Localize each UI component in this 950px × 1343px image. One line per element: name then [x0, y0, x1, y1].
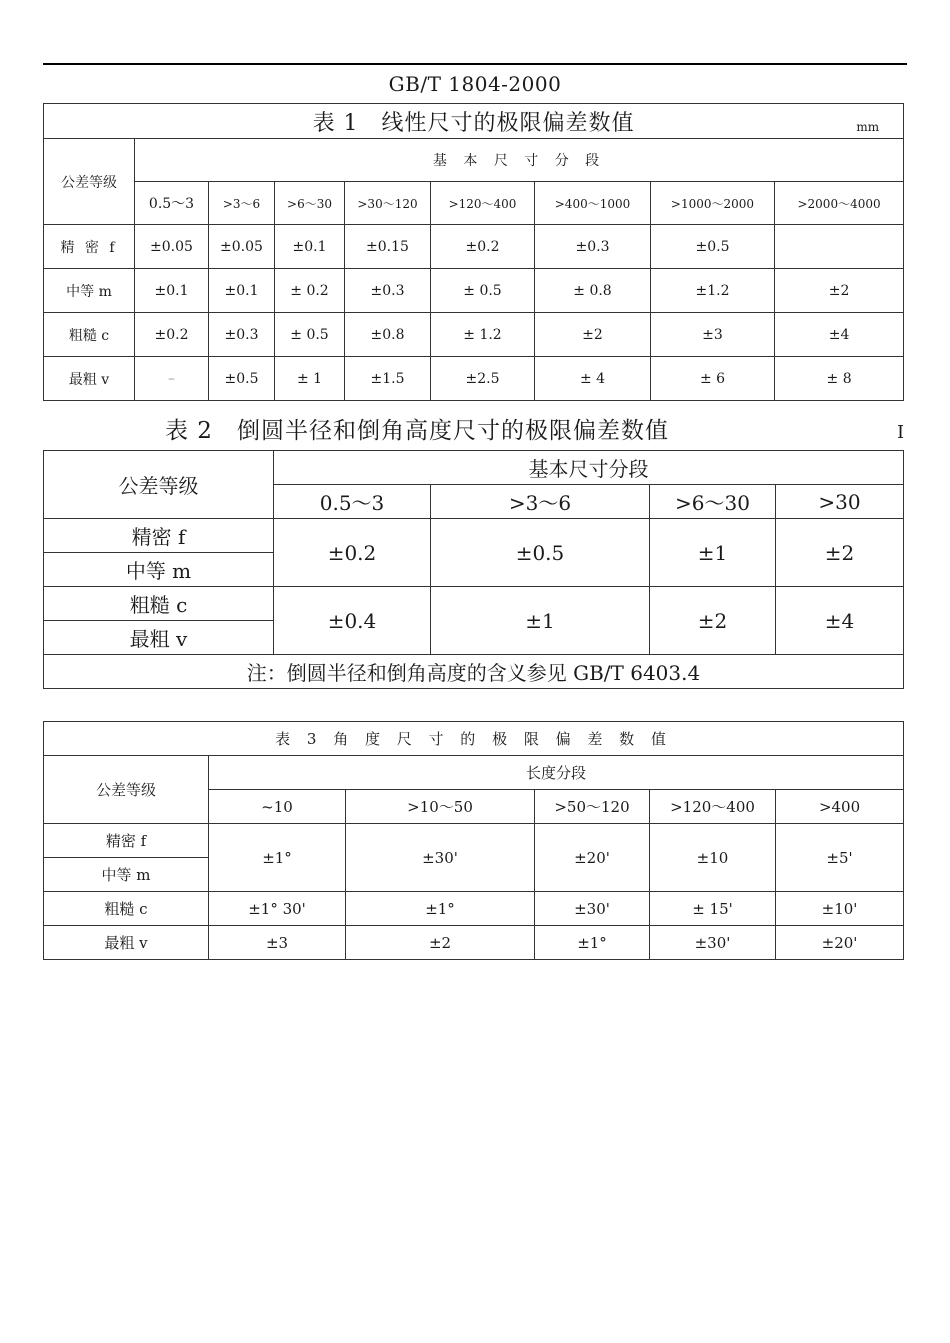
table-cell: ±2 — [776, 519, 904, 587]
table3-title: 表 3 角 度 尺 寸 的 极 限 偏 差 数 值 — [44, 722, 904, 756]
table-cell: ±0.5 — [209, 357, 275, 401]
table-cell: ± 1.2 — [431, 313, 535, 357]
table-row — [44, 225, 904, 269]
table2-col-header: >3～6 — [431, 485, 650, 519]
table-row — [44, 587, 904, 621]
table-cell: ±2 — [346, 926, 535, 960]
table-cell: – — [135, 357, 209, 401]
standard-number: GB/T 1804-2000 — [388, 72, 562, 96]
table-cell: ± 15' — [650, 892, 776, 926]
table2-note: 注：倒圆半径和倒角高度的含义参见 GB/T 6403.4 — [44, 655, 904, 689]
table-cell: ±10' — [776, 892, 904, 926]
table2-col-header: >30 — [776, 485, 904, 519]
table-cell: ±30' — [346, 824, 535, 892]
table-cell: ±1 — [650, 519, 776, 587]
grade-label: 精 密 f — [44, 225, 135, 269]
table-cell: ±0.4 — [274, 587, 431, 655]
table-cell: ±1° — [209, 824, 346, 892]
table-cell: ±0.3 — [535, 225, 651, 269]
table-cell: ±3 — [651, 313, 775, 357]
table-cell: ±2 — [535, 313, 651, 357]
table-cell: ± 6 — [651, 357, 775, 401]
table3-col-header: >400 — [776, 790, 904, 824]
table-row — [44, 892, 904, 926]
table-row — [44, 357, 904, 401]
table-cell: ±30' — [650, 926, 776, 960]
grade-label: 粗糙 c — [44, 313, 135, 357]
table2-col-header: >6～30 — [650, 485, 776, 519]
table1-col-header: 0.5～3 — [135, 182, 209, 225]
table-cell: ±0.5 — [651, 225, 775, 269]
table-cell: ±0.1 — [209, 269, 275, 313]
table1-col-header: >30～120 — [345, 182, 431, 225]
table-cell: ±20' — [535, 824, 650, 892]
grade-label: 中等 m — [44, 858, 209, 892]
table1-col-header: >6～30 — [275, 182, 345, 225]
table-cell: ± 1 — [275, 357, 345, 401]
grade-label: 精密 f — [44, 824, 209, 858]
table-cell: ±0.1 — [135, 269, 209, 313]
table-cell: ± 0.5 — [275, 313, 345, 357]
table1-col-header: >1000～2000 — [651, 182, 775, 225]
table-cell: ±0.1 — [275, 225, 345, 269]
table-cell: ±3 — [209, 926, 346, 960]
table2-side-mark: I — [897, 422, 905, 443]
grade-label: 粗糙 c — [44, 587, 274, 621]
table-cell: ±0.2 — [431, 225, 535, 269]
grade-label: 最粗 v — [44, 357, 135, 401]
table1-col-header: >3～6 — [209, 182, 275, 225]
table3-col-header: >50～120 — [535, 790, 650, 824]
table-cell: ±2 — [775, 269, 904, 313]
grade-label: 精密 f — [44, 519, 274, 553]
table2-title: 表 2 倒圆半径和倒角高度尺寸的极限偏差数值 — [165, 418, 669, 444]
table-cell: ±2.5 — [431, 357, 535, 401]
table3-col-header: ~10 — [209, 790, 346, 824]
table1-title: 表 1 线性尺寸的极限偏差数值 — [312, 110, 635, 136]
table-cell: ± 8 — [775, 357, 904, 401]
grade-label: 粗糙 c — [44, 892, 209, 926]
table2-grade-header: 公差等级 — [44, 451, 274, 519]
table-cell: ±10 — [650, 824, 776, 892]
table-cell — [775, 225, 904, 269]
grade-label: 最粗 v — [44, 621, 274, 655]
table-row — [44, 519, 904, 553]
table1-grade-header: 公差等级 — [44, 139, 135, 225]
table2-group-header: 基本尺寸分段 — [274, 451, 904, 485]
table3-group-header: 长度分段 — [209, 756, 904, 790]
table2-col-header: 0.5～3 — [274, 485, 431, 519]
table-cell: ±1° — [535, 926, 650, 960]
table-cell: ±0.05 — [135, 225, 209, 269]
table3-col-header: >10～50 — [346, 790, 535, 824]
table-cell: ± 0.5 — [431, 269, 535, 313]
table-cell: ±0.05 — [209, 225, 275, 269]
header-rule — [43, 63, 907, 65]
table1-caption — [44, 104, 904, 139]
table-cell: ±0.3 — [209, 313, 275, 357]
table3-col-header: >120～400 — [650, 790, 776, 824]
table-cell: ± 0.2 — [275, 269, 345, 313]
table1-col-header: >400～1000 — [535, 182, 651, 225]
table1-col-header: >2000～4000 — [775, 182, 904, 225]
table-cell: ±1.2 — [651, 269, 775, 313]
table1-col-header: >120～400 — [431, 182, 535, 225]
table-row — [44, 269, 904, 313]
table-cell: ±0.5 — [431, 519, 650, 587]
table-cell: ±0.15 — [345, 225, 431, 269]
table-cell: ±0.8 — [345, 313, 431, 357]
table-cell: ±30' — [535, 892, 650, 926]
table-cell: ± 0.8 — [535, 269, 651, 313]
table-cell: ±0.2 — [274, 519, 431, 587]
table-angle-tolerances — [43, 721, 904, 960]
grade-label: 最粗 v — [44, 926, 209, 960]
table-cell: ±2 — [650, 587, 776, 655]
table-cell: ±1° — [346, 892, 535, 926]
table-cell: ±4 — [776, 587, 904, 655]
table-cell: ±0.2 — [135, 313, 209, 357]
table-cell: ±0.3 — [345, 269, 431, 313]
table1-unit: mm — [856, 120, 880, 134]
table-cell: ±1 — [431, 587, 650, 655]
table-row — [44, 926, 904, 960]
table-row — [44, 824, 904, 858]
table-row — [44, 313, 904, 357]
table-linear-tolerances — [43, 103, 904, 401]
table3-grade-header: 公差等级 — [44, 756, 209, 824]
table-cell: ±4 — [775, 313, 904, 357]
table1-group-header: 基 本 尺 寸 分 段 — [135, 139, 904, 182]
table-radius-chamfer-tolerances — [43, 450, 904, 689]
table-cell: ±1.5 — [345, 357, 431, 401]
table-cell: ± 4 — [535, 357, 651, 401]
grade-label: 中等 m — [44, 269, 135, 313]
table-cell: ±5' — [776, 824, 904, 892]
table-cell: ±20' — [776, 926, 904, 960]
grade-label: 中等 m — [44, 553, 274, 587]
table-cell: ±1° 30' — [209, 892, 346, 926]
